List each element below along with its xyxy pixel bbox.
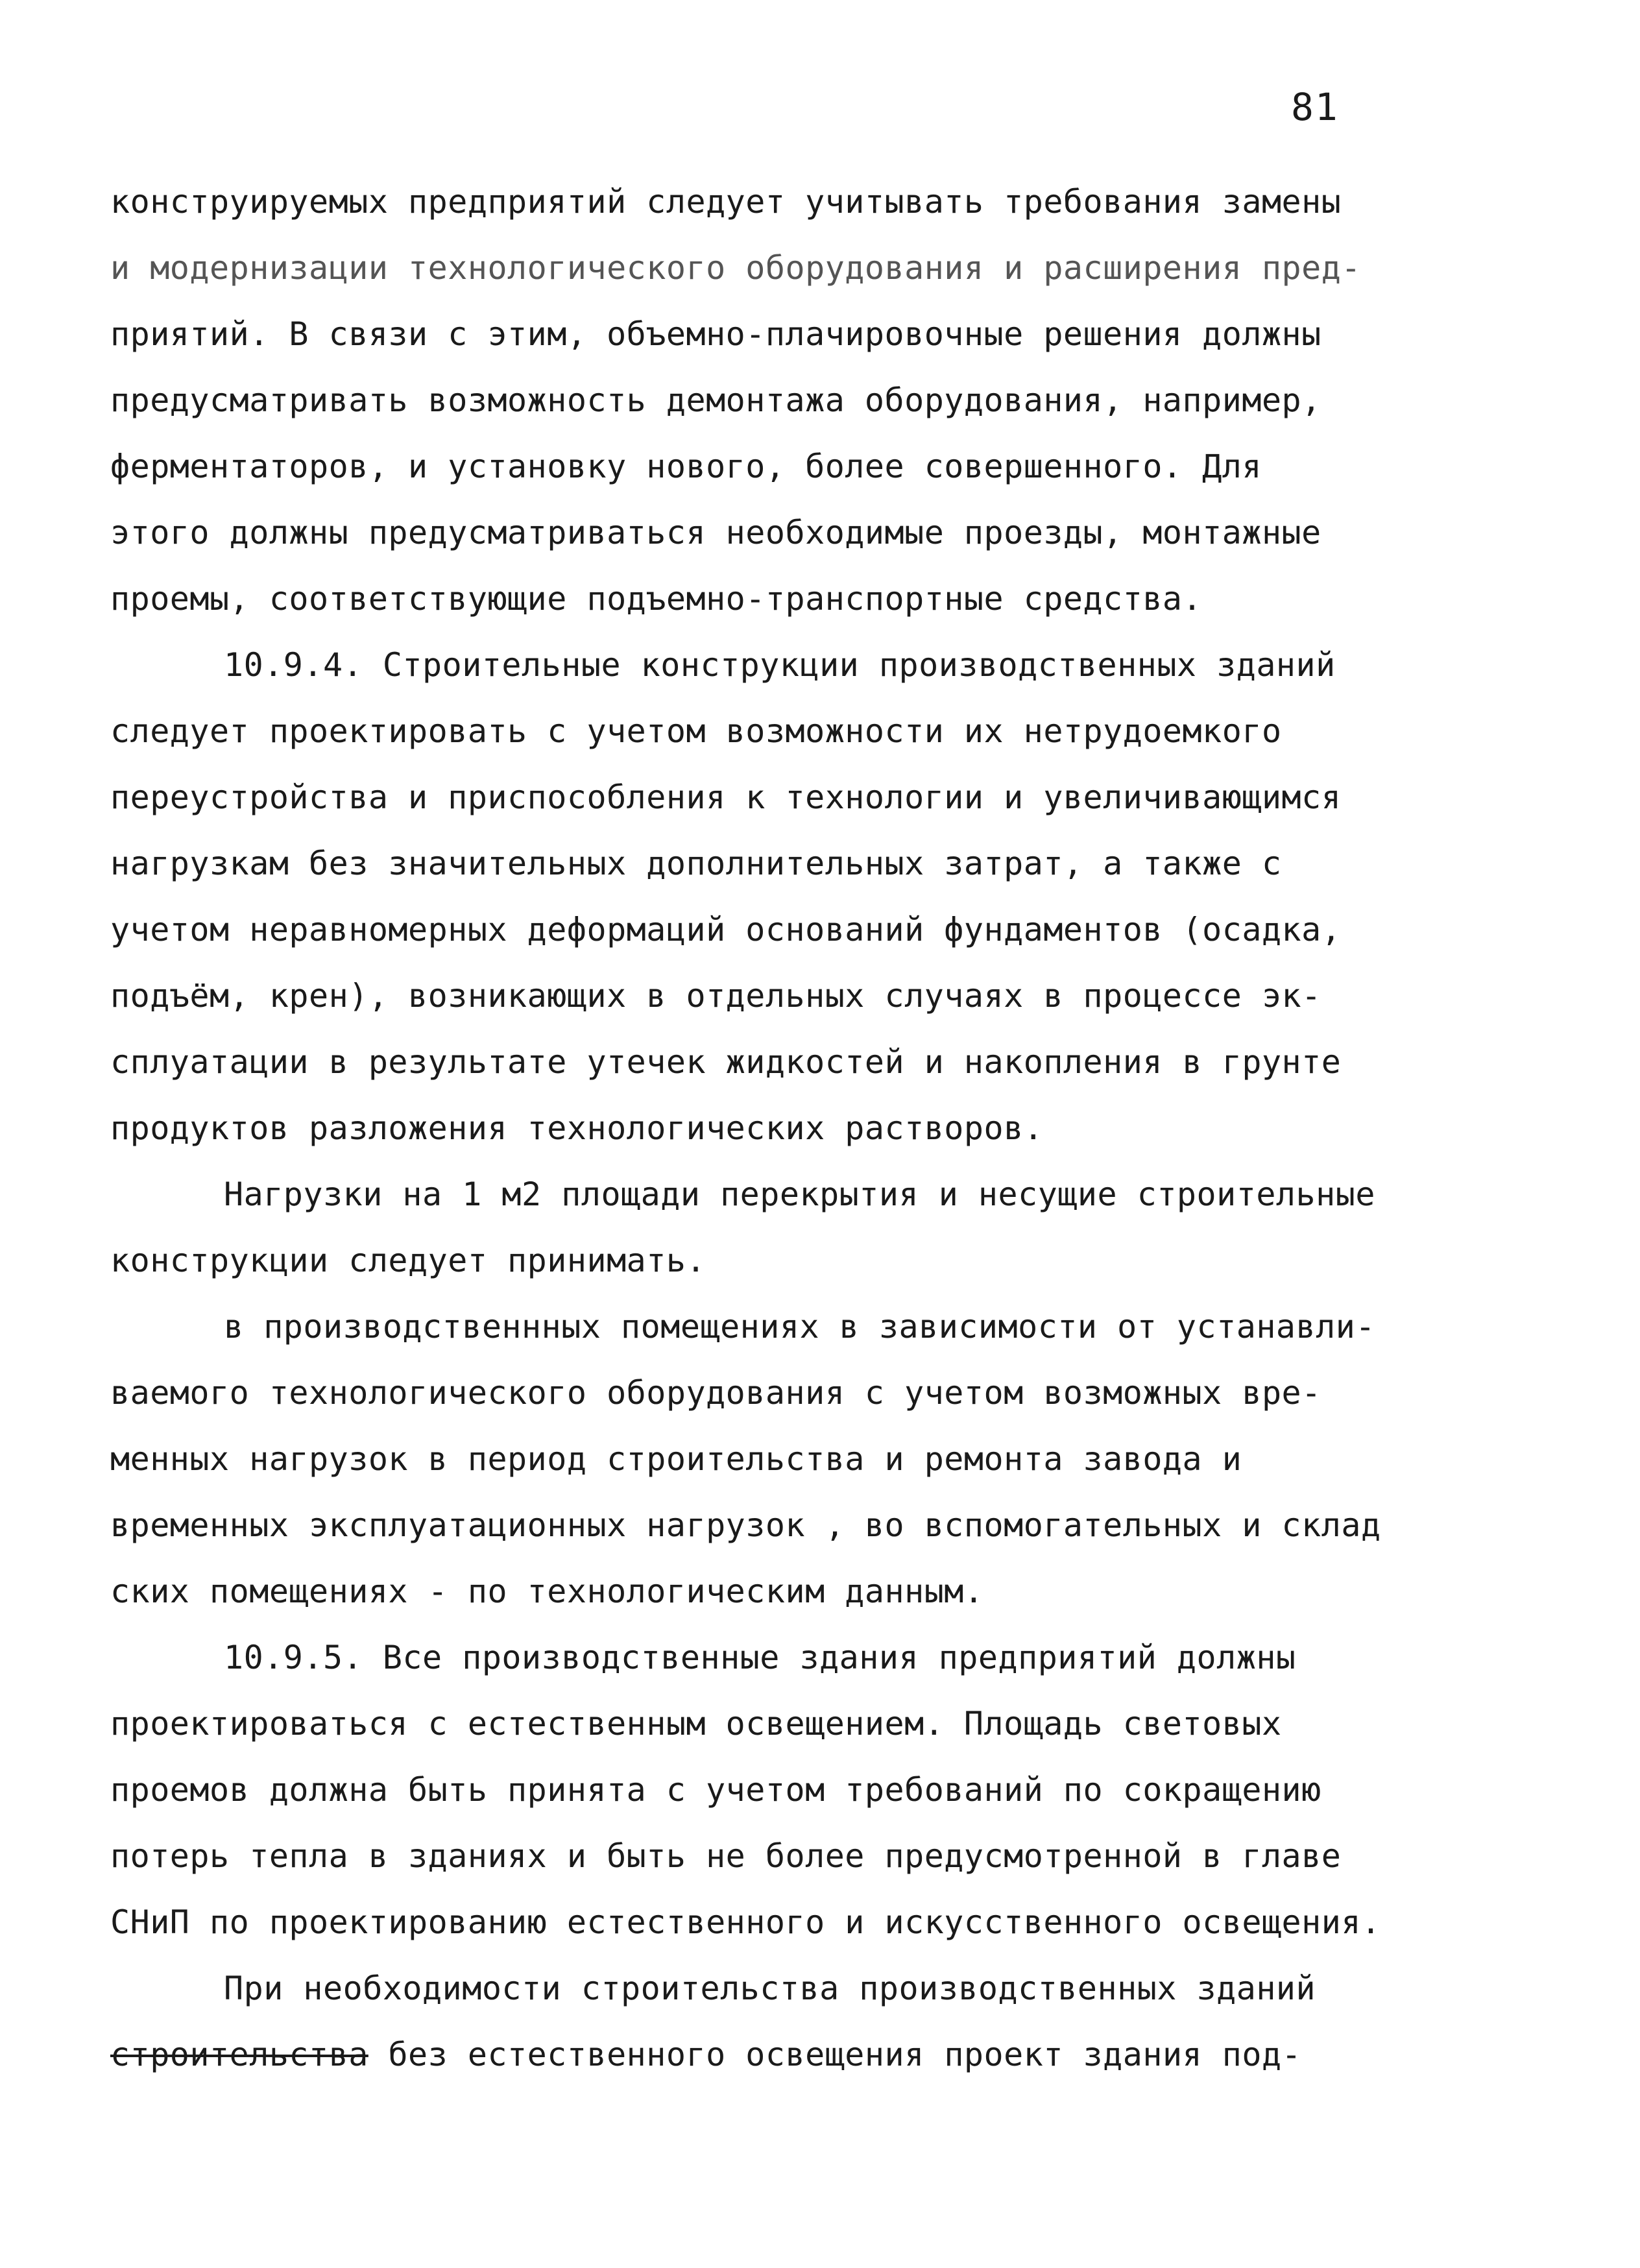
text-line-rest: без естественного освещения проект здания под- bbox=[368, 2036, 1302, 2073]
paragraph-start-line: Нагрузки на 1 м2 площади перекрытия и несущие строительные bbox=[224, 1176, 1375, 1213]
text-line: приятий. В связи с этим, объемно-плачировочные решения должны bbox=[110, 315, 1321, 353]
text-line: переустройства и приспособления к технологии и увеличивающимся bbox=[110, 778, 1342, 816]
text-line-last bbox=[110, 2021, 1460, 2088]
text-line: сплуатации в результате утечек жидкостей и накопления в грунте bbox=[110, 1043, 1342, 1081]
section-heading-line: 10.9.4. Строительные конструкции производственных зданий bbox=[224, 646, 1336, 684]
text-line: подъём, крен), возникающих в отдельных случаях в процессе эк- bbox=[110, 977, 1321, 1015]
text-line: нагрузкам без значительных дополнительных затрат, а также с bbox=[110, 845, 1282, 882]
text-line: конструируемых предприятий следует учитывать требования замены bbox=[110, 183, 1342, 221]
struck-word: строительства bbox=[110, 2036, 368, 2073]
text-line: проемов должна быть принята с учетом требований по сокращению bbox=[110, 1771, 1321, 1809]
paragraph-start-line: При необходимости строительства производственных зданий bbox=[224, 1970, 1316, 2007]
text-line: СНиП по проектированию естественного и искусственного освещения. bbox=[110, 1903, 1381, 1941]
text-line: ферментаторов, и установку нового, более совершенного. Для bbox=[110, 448, 1262, 485]
text-line: и модернизации технологического оборудования и расширения пред- bbox=[110, 249, 1361, 287]
text-line: продуктов разложения технологических растворов. bbox=[110, 1109, 1044, 1147]
text-line: проектироваться с естественным освещением. Площадь световых bbox=[110, 1705, 1282, 1743]
text-line: этого должны предусматриваться необходимые проезды, монтажные bbox=[110, 514, 1321, 551]
text-line: потерь тепла в зданиях и быть не более предусмотренной в главе bbox=[110, 1837, 1342, 1875]
section-heading-line: 10.9.5. Все производственные здания предприятий должны bbox=[224, 1639, 1296, 1676]
page-number: 81 bbox=[1291, 85, 1339, 129]
text-line: предусматривать возможность демонтажа оборудования, например, bbox=[110, 381, 1321, 419]
text-line: проемы, соответствующие подъемно-транспортные средства. bbox=[110, 580, 1203, 618]
text-line: ских помещениях - по технологическим данным. bbox=[110, 1573, 984, 1610]
text-line: временных эксплуатационных нагрузок , во вспомогательных и склад bbox=[110, 1506, 1381, 1544]
text-line: менных нагрузок в период строительства и ремонта завода и bbox=[110, 1440, 1242, 1478]
text-line: конструкции следует принимать. bbox=[110, 1242, 706, 1279]
paragraph-start-line: в производственнных помещениях в зависимости от устанавли- bbox=[224, 1308, 1375, 1345]
body-text bbox=[110, 169, 1460, 2088]
text-line: ваемого технологического оборудования с учетом возможных вре- bbox=[110, 1374, 1321, 1412]
text-line: следует проектировать с учетом возможности их нетрудоемкого bbox=[110, 712, 1282, 750]
text-line: учетом неравномерных деформаций оснований фундаментов (осадка, bbox=[110, 911, 1342, 948]
